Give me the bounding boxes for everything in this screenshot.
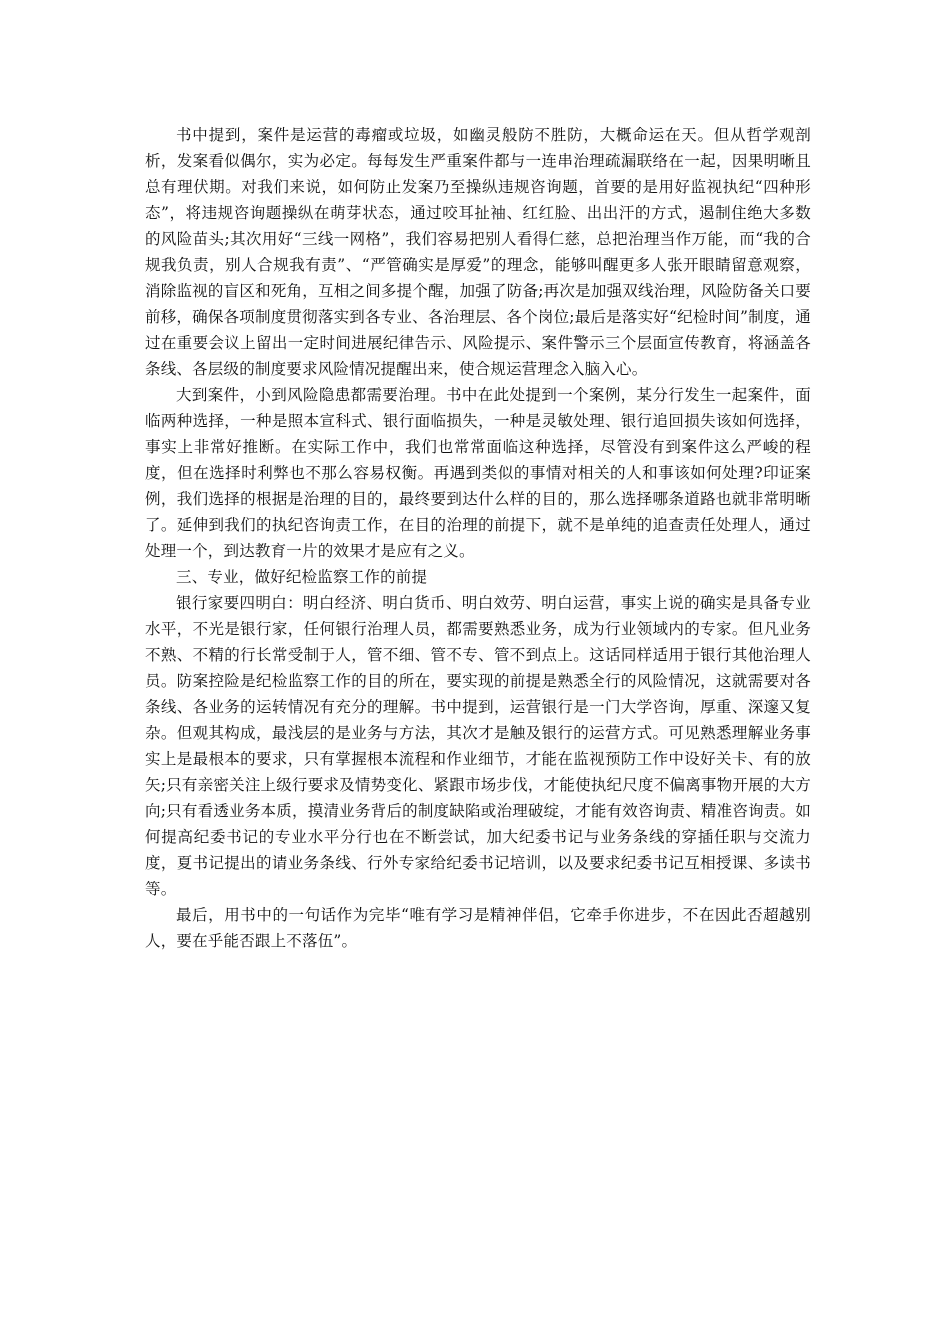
section-heading-professionalism: 三、专业，做好纪检监察工作的前提	[176, 568, 428, 586]
document-body	[145, 122, 811, 954]
paragraph-risk-governance: 大到案件，小到风险隐患都需要治理。书中在此处提到一个案例，某分行发生一起案件，面临两种选择，一种是照本宣科式、银行面临损失，一种是灵敏处理、银行追回损失该如何选择，事实上非常好推断。在实际工作中，我们也常常面临这种选择，尽管没有到案件这么严峻的程度，但在选择时利弊也不那么容易权衡。再遇到类似的事情对相关的人和事该如何处理?印证案例，我们选择的根据是治理的目的，最终要到达什么样的目的，那么选择哪条道路也就非常明晰了。延伸到我们的执纪咨询责工作，在目的治理的前提下，就不是单纯的追查责任处理人，通过处理一个，到达教育一片的效果才是应有之义。	[145, 386, 811, 560]
paragraph-conclusion: 最后，用书中的一句话作为完毕“唯有学习是精神伴侣，它牵手你进步，不在因此否超越别人，要在乎能否跟上不落伍”。	[145, 906, 811, 950]
paragraph-case-analysis: 书中提到，案件是运营的毒瘤或垃圾，如幽灵般防不胜防，大概命运在天。但从哲学观剖析，发案看似偶尔，实为必定。每每发生严重案件都与一连串治理疏漏联络在一起，因果明晰且总有理伏期。对我们来说，如何防止发案乃至操纵违规咨询题，首要的是用好监视执纪“四种形态”，将违规咨询题操纵在萌芽状态，通过咬耳扯袖、红红脸、出出汗的方式，遏制住绝大多数的风险苗头;其次用好“三线一网格”，我们容易把别人看得仁慈，总把治理当作万能，而“我的合规我负责，别人合规我有责”、“严管确实是厚爱”的理念，能够叫醒更多人张开眼睛留意观察，消除监视的盲区和死角，互相之间多提个醒，加强了防备;再次是加强双线治理，风险防备关口要前移，确保各项制度贯彻落实到各专业、各治理层、各个岗位;最后是落实好“纪检时间”制度，通过在重要会议上留出一定时间进展纪律告示、风险提示、案件警示三个层面宣传教育，将涵盖各条线、各层级的制度要求风险情况提醒出来，使合规运营理念入脑入心。	[145, 126, 811, 378]
paragraph-banker-expertise: 银行家要四明白：明白经济、明白货币、明白效劳、明白运营，事实上说的确实是具备专业水平，不光是银行家，任何银行治理人员，都需要熟悉业务，成为行业领域内的专家。但凡业务不熟、不精的行长常受制于人，管不细、管不专、管不到点上。这话同样适用于银行其他治理人员。防案控险是纪检监察工作的目的所在，要实现的前提是熟悉全行的风险情况，这就需要对各条线、各业务的运转情况有充分的理解。书中提到，运营银行是一门大学咨询，厚重、深邃又复杂。但观其构成，最浅层的是业务与方法，其次才是触及银行的运营方式。可见熟悉理解业务事实上是最根本的要求，只有掌握根本流程和作业细节，才能在监视预防工作中设好关卡、有的放矢;只有亲密关注上级行要求及情势变化、紧跟市场步伐，才能使执纪尺度不偏离事物开展的大方向;只有看透业务本质，摸清业务背后的制度缺陷或治理破绽，才能有效咨询责、精准咨询责。如何提高纪委书记的专业水平分行也在不断尝试，加大纪委书记与业务条线的穿插任职与交流力度，夏书记提出的请业务条线、行外专家给纪委书记培训，以及要求纪委书记互相授课、多读书等。	[145, 594, 811, 898]
